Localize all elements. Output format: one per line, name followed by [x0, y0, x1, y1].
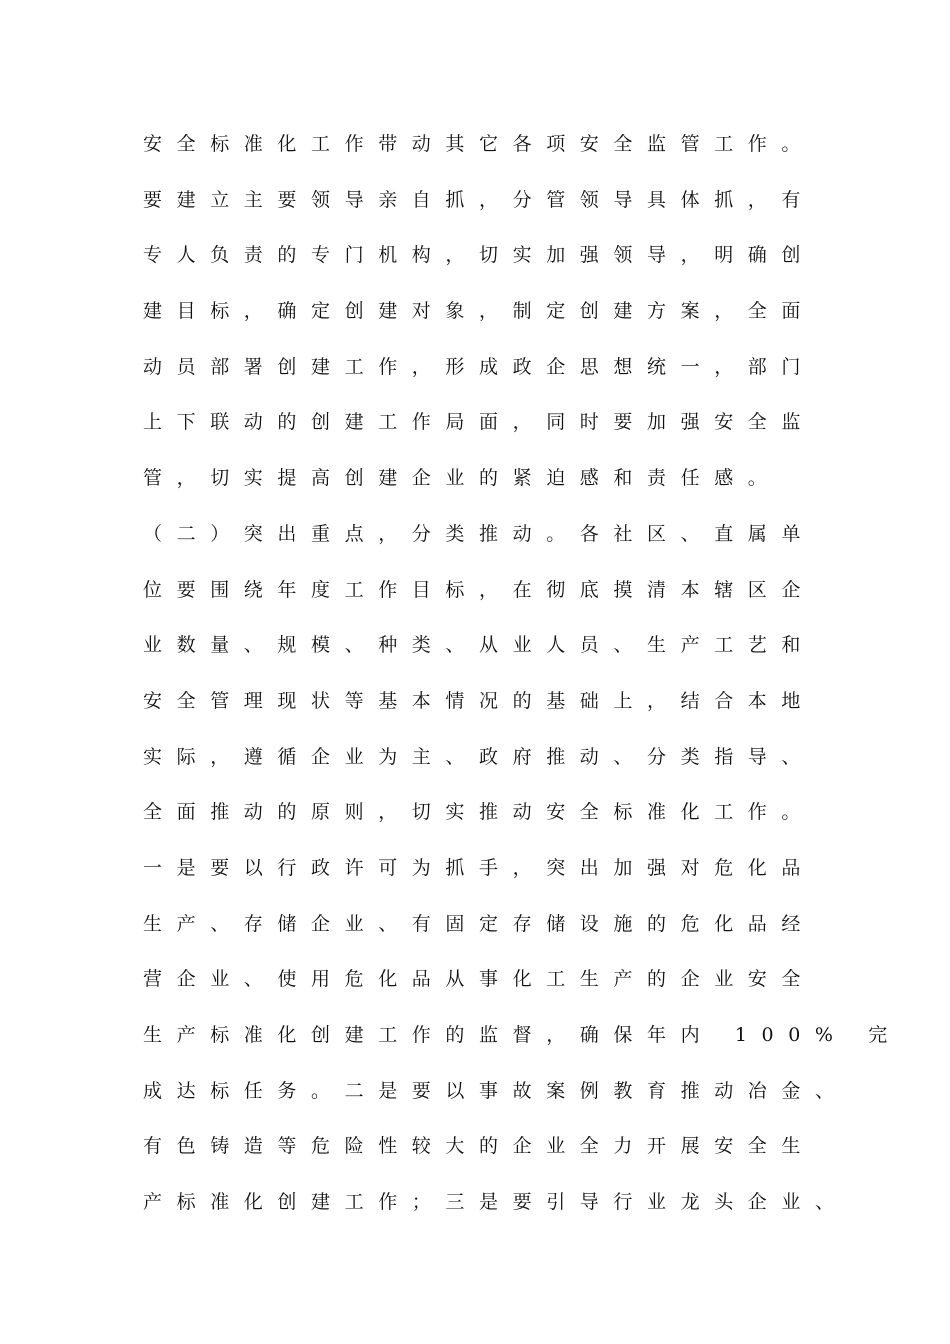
text-line: 有色铸造等危险性较大的企业全力开展安全生	[143, 1135, 816, 1158]
text-line: 专人负责的专门机构，切实加强领导，明确创	[143, 244, 816, 267]
body-text	[143, 126, 902, 1240]
text-line: 产标准化创建工作；三是要引导行业龙头企业、	[143, 1191, 849, 1214]
text-line: 实际，遵循企业为主、政府推动、分类指导、	[143, 745, 816, 768]
text-line: 位要围绕年度工作目标，在彻底摸清本辖区企	[143, 578, 816, 601]
text-line: 动员部署创建工作，形成政企思想统一，部门	[143, 355, 816, 378]
text-line: 管，切实提高创建企业的紧迫感和责任感。	[143, 467, 782, 490]
text-line: 成达标任务。二是要以事故案例教育推动冶金、	[143, 1079, 849, 1102]
text-line: 一是要以行政许可为抓手，突出加强对危化品	[143, 856, 816, 879]
text-line: 生产标准化创建工作的监督，确保年内 100% 完	[143, 1024, 902, 1046]
text-line: 要建立主要领导亲自抓，分管领导具体抓，有	[143, 188, 816, 211]
text-line: 上下联动的创建工作局面，同时要加强安全监	[143, 411, 816, 434]
text-line: （二）突出重点，分类推动。各社区、直属单	[143, 522, 816, 545]
text-line: 全面推动的原则，切实推动安全标准化工作。	[143, 801, 816, 824]
text-line: 营企业、使用危化品从事化工生产的企业安全	[143, 968, 816, 991]
text-line: 业数量、规模、种类、从业人员、生产工艺和	[143, 634, 816, 657]
text-line: 生产、存储企业、有固定存储设施的危化品经	[143, 912, 816, 935]
text-line: 安全标准化工作带动其它各项安全监管工作。	[143, 133, 816, 155]
text-line: 安全管理现状等基本情况的基础上，结合本地	[143, 689, 816, 712]
text-line: 建目标，确定创建对象，制定创建方案，全面	[143, 300, 816, 323]
